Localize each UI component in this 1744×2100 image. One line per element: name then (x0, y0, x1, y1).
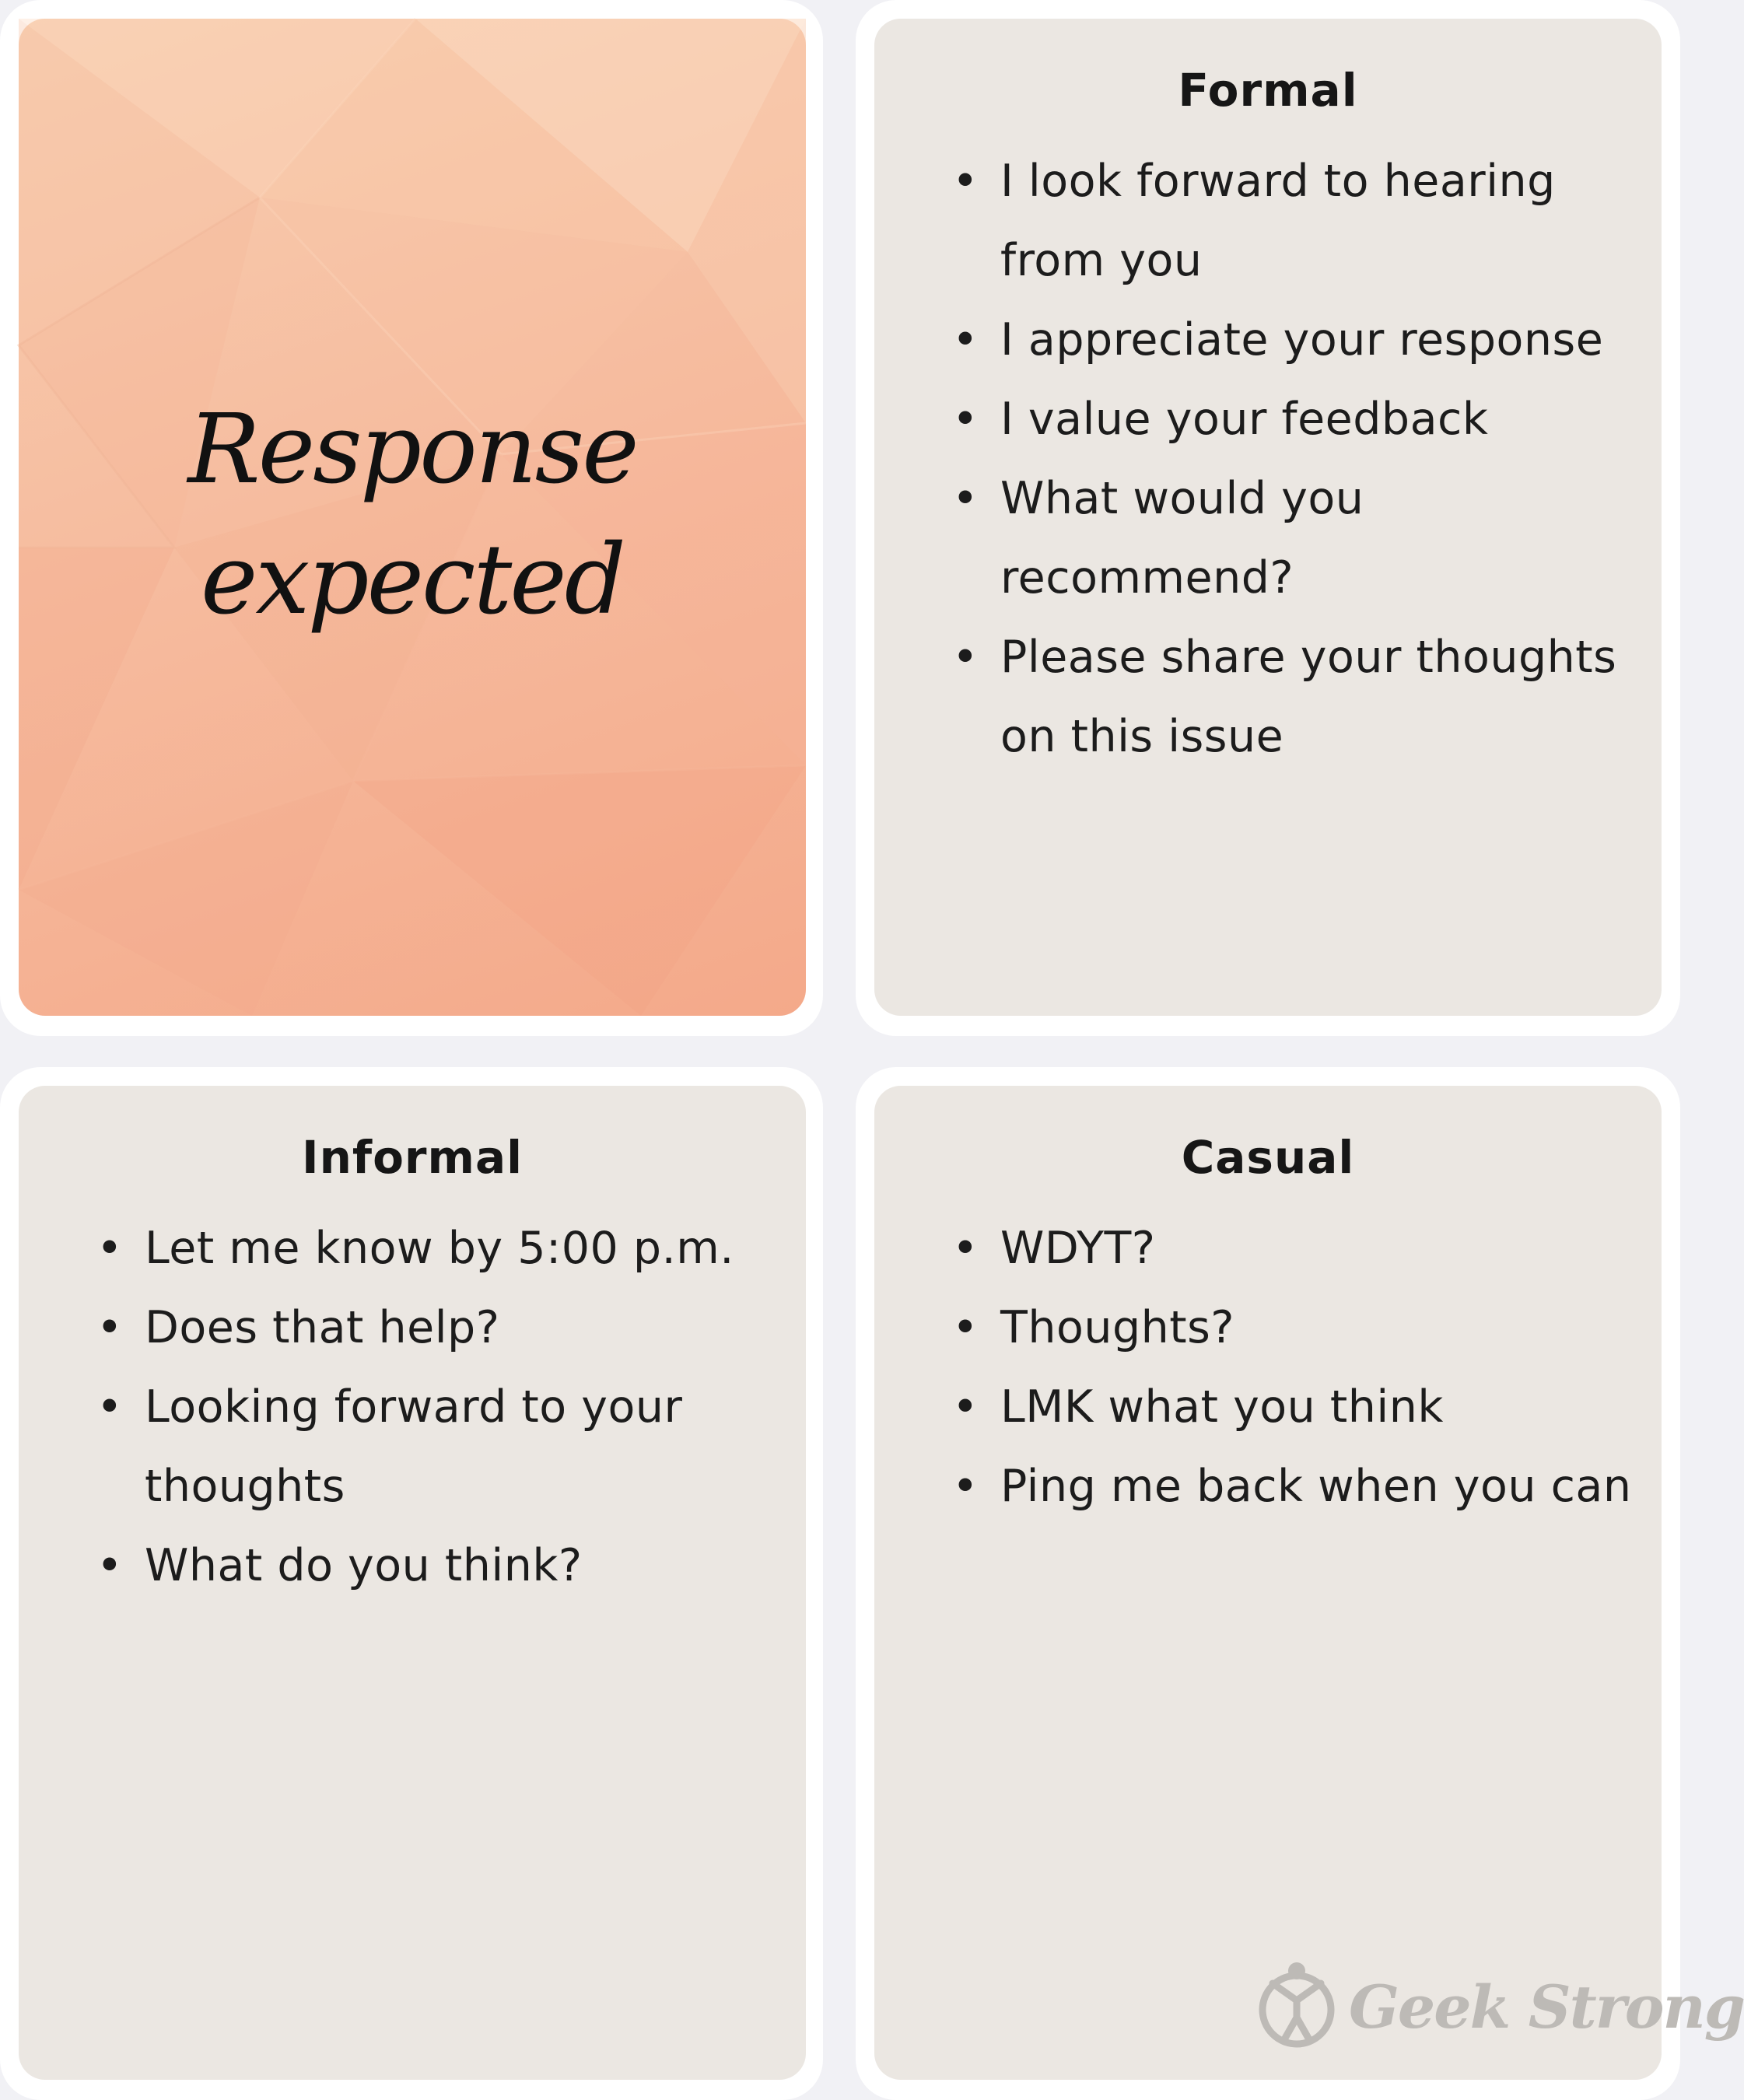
hero-title (19, 384, 806, 646)
formal-heading: Formal (1178, 64, 1358, 117)
list-item: • What would you recommend? (952, 473, 1364, 604)
formal-card (874, 19, 1662, 1016)
casual-heading: Casual (1181, 1131, 1355, 1184)
list-item: • Please share your thoughts on this issue (952, 632, 1617, 762)
logo-text: Geek Strong (1349, 1972, 1744, 2042)
formal-list (952, 142, 1637, 776)
list-item: • Ping me back when you can (952, 1461, 1632, 1512)
list-item: • I appreciate your response (952, 314, 1604, 366)
informal-list (96, 1209, 781, 1605)
list-item: • LMK what you think (952, 1381, 1444, 1433)
list-item: • Let me know by 5:00 p.m. (96, 1223, 734, 1274)
list-item: • What do you think? (96, 1540, 583, 1591)
list-item: • I value your feedback (952, 394, 1489, 445)
list-item: • Thoughts? (952, 1302, 1235, 1353)
hero-title-line-2: expected (200, 524, 625, 636)
list-item: • Does that help? (96, 1302, 500, 1353)
person-arms-up-icon (1255, 1960, 1338, 2053)
geek-strong-logo (1255, 1960, 1744, 2053)
casual-list (952, 1209, 1637, 1526)
list-item: • Looking forward to your thoughts (96, 1381, 683, 1512)
list-item: • I look forward to hearing from you (952, 156, 1556, 286)
hero-title-line-1: Response (187, 394, 637, 506)
informal-card (19, 1086, 806, 2080)
list-item: • WDYT? (952, 1223, 1156, 1274)
casual-card (874, 1086, 1662, 2080)
informal-heading: Informal (301, 1131, 523, 1184)
hero-card (19, 19, 806, 1016)
